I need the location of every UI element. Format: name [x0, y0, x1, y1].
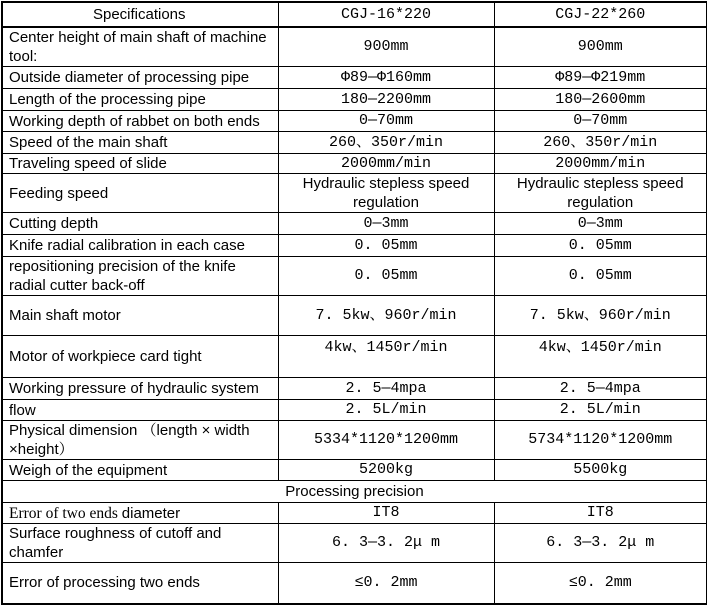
section-title: Processing precision [2, 481, 707, 503]
spec-label: flow [2, 400, 278, 421]
spec-value: 0. 05mm [278, 235, 494, 257]
spec-value: 0. 05mm [278, 257, 494, 296]
table-row [2, 257, 707, 296]
table-row [2, 524, 707, 563]
column-header-specifications: Specifications [2, 2, 278, 27]
spec-label: Motor of workpiece card tight [2, 336, 278, 378]
spec-value: 7. 5kw、960r/min [278, 296, 494, 336]
column-header-model-1: CGJ-16*220 [278, 2, 494, 27]
table-row [2, 174, 707, 213]
spec-label: Center height of main shaft of machine tool: [2, 27, 278, 67]
spec-value: ≤0. 2mm [278, 563, 494, 604]
table-row [2, 27, 707, 67]
table-header-row [2, 2, 707, 27]
spec-label-part: Error of two ends [9, 504, 122, 522]
spec-value: 0—3mm [278, 213, 494, 235]
spec-value: 6. 3—3. 2μ m [278, 524, 494, 563]
spec-value: 5334*1120*1200mm [278, 421, 494, 460]
spec-value: IT8 [278, 503, 494, 524]
spec-value: 0—70mm [494, 111, 707, 132]
spec-value: IT8 [494, 503, 707, 524]
spec-label: Error of processing two ends [2, 563, 278, 604]
spec-label: Surface roughness of cutoff and chamfer [2, 524, 278, 563]
spec-value: 2. 5L/min [494, 400, 707, 421]
column-header-model-2: CGJ-22*260 [494, 2, 707, 27]
spec-label: Cutting depth [2, 213, 278, 235]
table-row [2, 400, 707, 421]
table-row [2, 421, 707, 460]
spec-value: 900mm [494, 27, 707, 67]
table-row [2, 67, 707, 89]
table-row [2, 132, 707, 154]
spec-value: 900mm [278, 27, 494, 67]
spec-label: Working depth of rabbet on both ends [2, 111, 278, 132]
spec-label: Outside diameter of processing pipe [2, 67, 278, 89]
spec-value: 2000mm/min [494, 154, 707, 174]
spec-value: Hydraulic stepless speed regulation [278, 174, 494, 213]
spec-value: Hydraulic stepless speed regulation [494, 174, 707, 213]
table-row [2, 235, 707, 257]
spec-value: 5500kg [494, 460, 707, 481]
spec-label: Feeding speed [2, 174, 278, 213]
table-row [2, 89, 707, 111]
spec-value: Φ89—Φ160mm [278, 67, 494, 89]
spec-label: Working pressure of hydraulic system [2, 378, 278, 400]
spec-value: 0—70mm [278, 111, 494, 132]
spec-label: repositioning precision of the knife radial cutter back-off [2, 257, 278, 296]
table-row [2, 111, 707, 132]
spec-value: 6. 3—3. 2μ m [494, 524, 707, 563]
spec-label: Knife radial calibration in each case [2, 235, 278, 257]
specifications-table [1, 1, 707, 605]
spec-value: 5734*1120*1200mm [494, 421, 707, 460]
table-row [2, 563, 707, 604]
spec-value: Φ89—Φ219mm [494, 67, 707, 89]
section-header-row [2, 481, 707, 503]
table-row [2, 460, 707, 481]
spec-value: 0. 05mm [494, 235, 707, 257]
spec-value: ≤0. 2mm [494, 563, 707, 604]
table-row [2, 503, 707, 524]
spec-label: Main shaft motor [2, 296, 278, 336]
spec-label: Length of the processing pipe [2, 89, 278, 111]
spec-value: 2. 5—4mpa [278, 378, 494, 400]
spec-value: 180—2200mm [278, 89, 494, 111]
spec-label-part: diameter [121, 504, 181, 522]
spec-value: 4kw、1450r/min [278, 336, 494, 378]
spec-value: 4kw、1450r/min [494, 336, 707, 378]
spec-value: 5200kg [278, 460, 494, 481]
spec-label: Speed of the main shaft [2, 132, 278, 154]
spec-value: 260、350r/min [278, 132, 494, 154]
table-row [2, 336, 707, 378]
spec-value: 2000mm/min [278, 154, 494, 174]
spec-value: 0. 05mm [494, 257, 707, 296]
table-row [2, 213, 707, 235]
table-row [2, 378, 707, 400]
spec-label [2, 503, 278, 524]
table-row [2, 296, 707, 336]
spec-value: 2. 5L/min [278, 400, 494, 421]
spec-label: Physical dimension （length × width ×height） [2, 421, 278, 460]
spec-value: 0—3mm [494, 213, 707, 235]
spec-value: 7. 5kw、960r/min [494, 296, 707, 336]
table-row [2, 154, 707, 174]
spec-value: 180—2600mm [494, 89, 707, 111]
spec-value: 2. 5—4mpa [494, 378, 707, 400]
spec-label: Weigh of the equipment [2, 460, 278, 481]
spec-label: Traveling speed of slide [2, 154, 278, 174]
spec-value: 260、350r/min [494, 132, 707, 154]
